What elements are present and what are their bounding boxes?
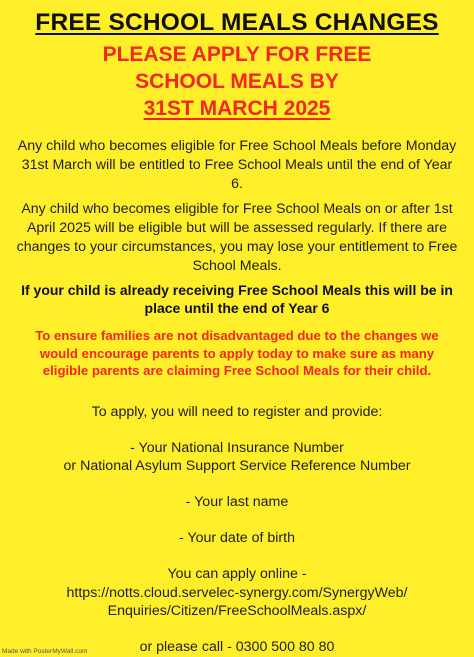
apply-phone-line: or please call - 0300 500 80 80 bbox=[139, 639, 335, 655]
already-receiving-paragraph: If your child is already receiving Free School Meals this will be in place until the end of Year 6 bbox=[21, 282, 453, 316]
apply-url-line-1[interactable]: https://notts.cloud.servelec-synergy.com/SynergyWeb/ bbox=[66, 585, 408, 601]
requirement-nass-number: or National Asylum Support Service Reference Number bbox=[63, 458, 411, 474]
deadline-line-1: PLEASE APPLY FOR FREE bbox=[102, 43, 372, 66]
poster-title: FREE SCHOOL MEALS CHANGES bbox=[35, 9, 439, 36]
requirement-ni-number: - Your National Insurance Number bbox=[130, 440, 344, 456]
apply-online-intro: You can apply online - bbox=[167, 566, 307, 582]
requirement-date-of-birth: - Your date of birth bbox=[179, 530, 295, 546]
requirements-intro: To apply, you will need to register and provide: bbox=[91, 404, 383, 420]
requirement-last-name: - Your last name bbox=[185, 494, 289, 510]
deadline-line-2: SCHOOL MEALS BY bbox=[135, 70, 339, 93]
made-with-credit: Made with PosterMyWall.com bbox=[2, 648, 88, 655]
encouragement-paragraph: To ensure families are not disadvantaged due to the changes we would encourage parents to apply today to make sure as many eligible parents are claiming Free School Meals for their child. bbox=[35, 328, 439, 378]
apply-url-line-2[interactable]: Enquiries/Citizen/FreeSchoolMeals.aspx/ bbox=[107, 603, 367, 619]
after-deadline-paragraph: Any child who becomes eligible for Free School Meals on or after 1st April 2025 will be eligible but will be assessed regularly. If there are changes to your circumstances, you may lose your entitlement to Free School Meals. bbox=[16, 201, 458, 274]
deadline-date: 31ST MARCH 2025 bbox=[143, 97, 331, 120]
before-deadline-paragraph: Any child who becomes eligible for Free School Meals before Monday 31st March will be entitled to Free School Meals until the end of Year 6. bbox=[17, 138, 457, 192]
